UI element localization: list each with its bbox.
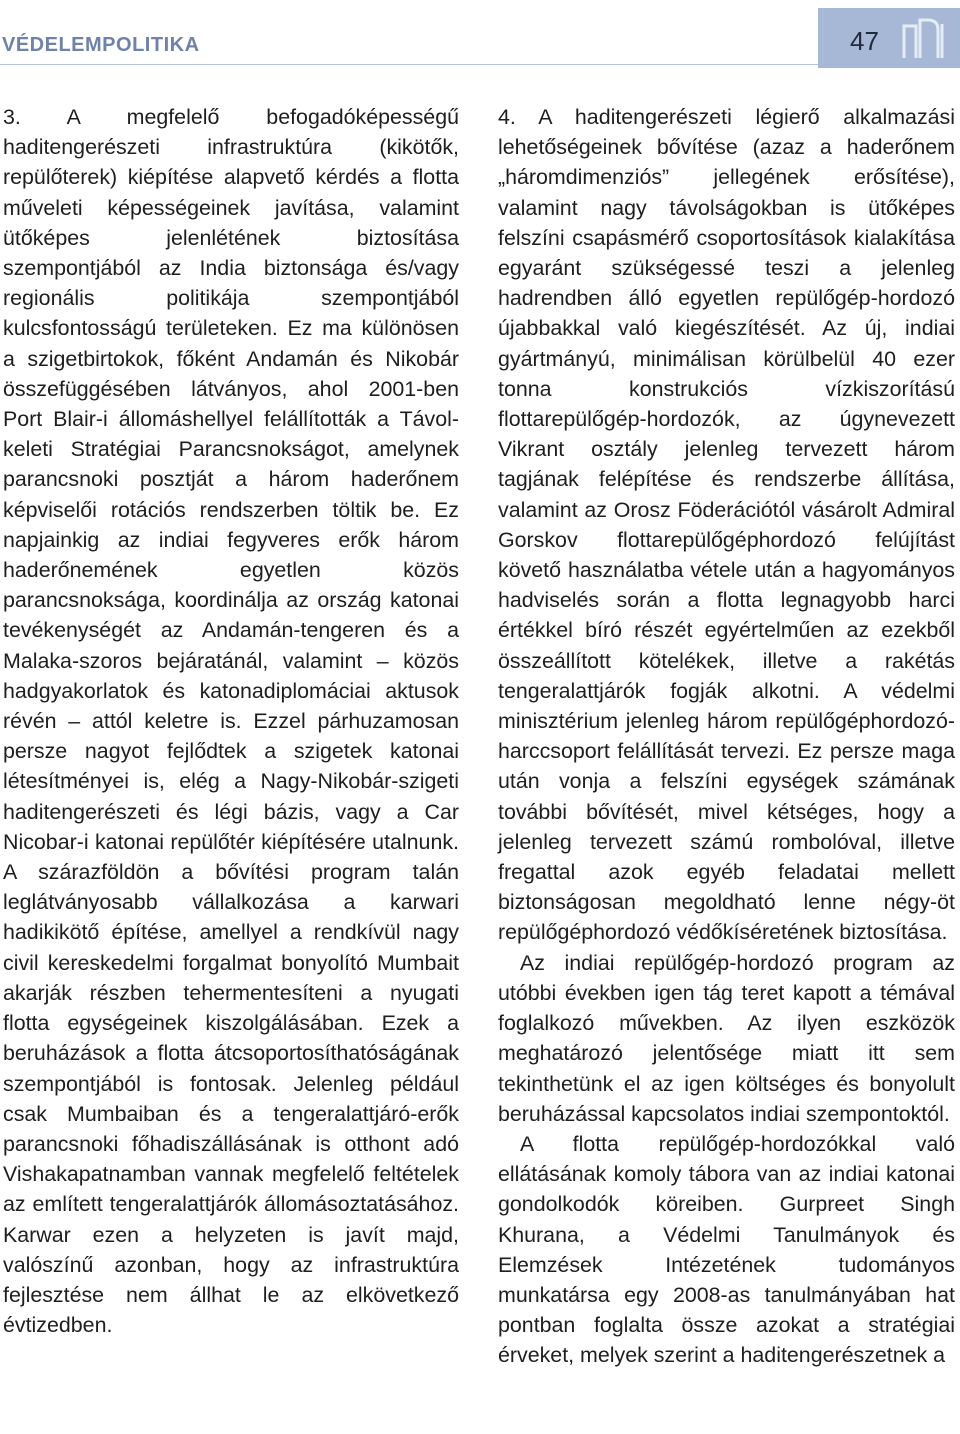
paragraph: A flotta repülőgép-hordozókkal való ellátásának komoly tábora van az indiai katonai gondolkodók köreiben. Gurpreet Singh Khurana, a Védelmi Tanulmányok és Elemzések Intézetének tudományos munkatársa egy 2008-as tanulmányában hat pontban foglalta össze azokat a stratégiai érveket, melyek szerint a haditengerészetnek a xyxy=(498,1131,955,1368)
paragraph: Az indiai repülőgép-hordozó program az utóbbi években igen tág teret kapott a témával foglalkozó művekben. Az ilyen eszközök meghatározó jelentősége miatt itt sem tekinthetünk el az igen költséges és bonyolult beruházással kapcsolatos indiai szempontoktól. xyxy=(498,950,955,1126)
right-column xyxy=(498,102,955,1371)
section-title: VÉDELEMPOLITIKA xyxy=(2,34,200,56)
page-number: 47 xyxy=(850,26,879,56)
paragraph: 3. A megfelelő befogadóképességű haditengerészeti infrastruktúra (kikötők, repülőterek) kiépítése alapvető kérdés a flotta műveleti képességeinek javítása, valamint ütőképes jelenlétének biztosítása szempontjából az India biztonsága és/vagy regionális politikája szempontjából kulcsfontosságú területeken. Ez ma különösen a szigetbirtokok, főként Andamán és Nikobár összefüggésében látványos, ahol 2001-ben Port Blair-i állomáshellyel felállították a Távol-keleti Stratégiai Parancsnokságot, amelynek parancsnoki posztját a három haderőnem képviselői rotációs rendszerben töltik be. Ez napjainkig az indiai fegyveres erők három haderőnemének egyetlen közös parancsnoksága, koordinálja az ország katonai tevékenységét az Andamán-tengeren és a Malaka-szoros bejáratánál, valamint – közös hadgyakorlatok és katonadiplomáciai aktusok révén – attól keletre is. Ezzel párhuzamosan persze nagyot fejlődtek a szigetek katonai létesítményei is, elég a Nagy-Nikobár-szigeti haditengerészeti és légi bázis, vagy a Car Nicobar-i katonai repülőtér kiépítésére utalnunk. A szárazföldön a bővítési program talán leglátványosabb vállalkozása a karwari hadikikötő építése, amellyel a rendkívül nagy civil kereskedelmi forgalmat bonyolító Mumbait akarják részben tehermentesíteni a nyugati flotta egységeinek kiszolgálásában. Ezek a beruházások a flotta átcsoportosíthatóságának szempontjából is fontosak. Jelenleg például csak Mumbaiban és a tengeralattjáró-erők parancsnoki főhadiszállásának is otthont adó Vishakapatnamban vannak megfelelő feltételek az említett tengeralattjárók állomásoztatásához. Karwar ezen a helyzeten is javít majd, valószínű azonban, hogy az infrastruktúra fejlesztése nem állhat le az elkövetkező évtizedben. xyxy=(3,105,459,1338)
left-column xyxy=(3,102,459,1340)
header-divider xyxy=(0,64,818,65)
paragraph: 4. A haditengerészeti légierő alkalmazási lehetőségeinek bővítése (azaz a haderőnem „háromdimenziós” jellegének erősítése), valamint nagy távolságokban is ütőképes felszíni csapásmérő csoportosítások kialakítása egyaránt szükségessé teszi a jelenleg hadrendben álló egyetlen repülőgép-hordozó újabbakkal való kiegészítését. Az új, indiai gyártmányú, minimálisan körülbelül 40 ezer tonna konstrukciós vízkiszorítású flottarepülőgép-hordozók, az úgynevezett Vikrant osztály jelenleg tervezett három tagjának felépítése és rendszerbe állítása, valamint az Orosz Föderációtól vásárolt Admiral Gorskov flottarepülőgéphordozó felújítást követő használatba vétele után a hagyományos hadviselés során a flotta legnagyobb harci értékkel bíró részét egyértelműen az ezekből összeállított kötelékek, illetve a rakétás tengeralattjárók fogják alkotni. A védelmi minisztérium jelenleg három repülőgéphordozó-harccsoport felállítását tervezi. Ez persze maga után vonja a felszíni egységek számának további bővítését, mivel kétséges, hogy a jelenleg tervezett számú rombolóval, illetve fregattal azok egyéb feladatai mellett biztonságosan megoldható lenne négy-öt repülőgéphordozó védőkíséretének biztosítása. xyxy=(498,105,955,945)
journal-logo-icon xyxy=(898,12,950,64)
